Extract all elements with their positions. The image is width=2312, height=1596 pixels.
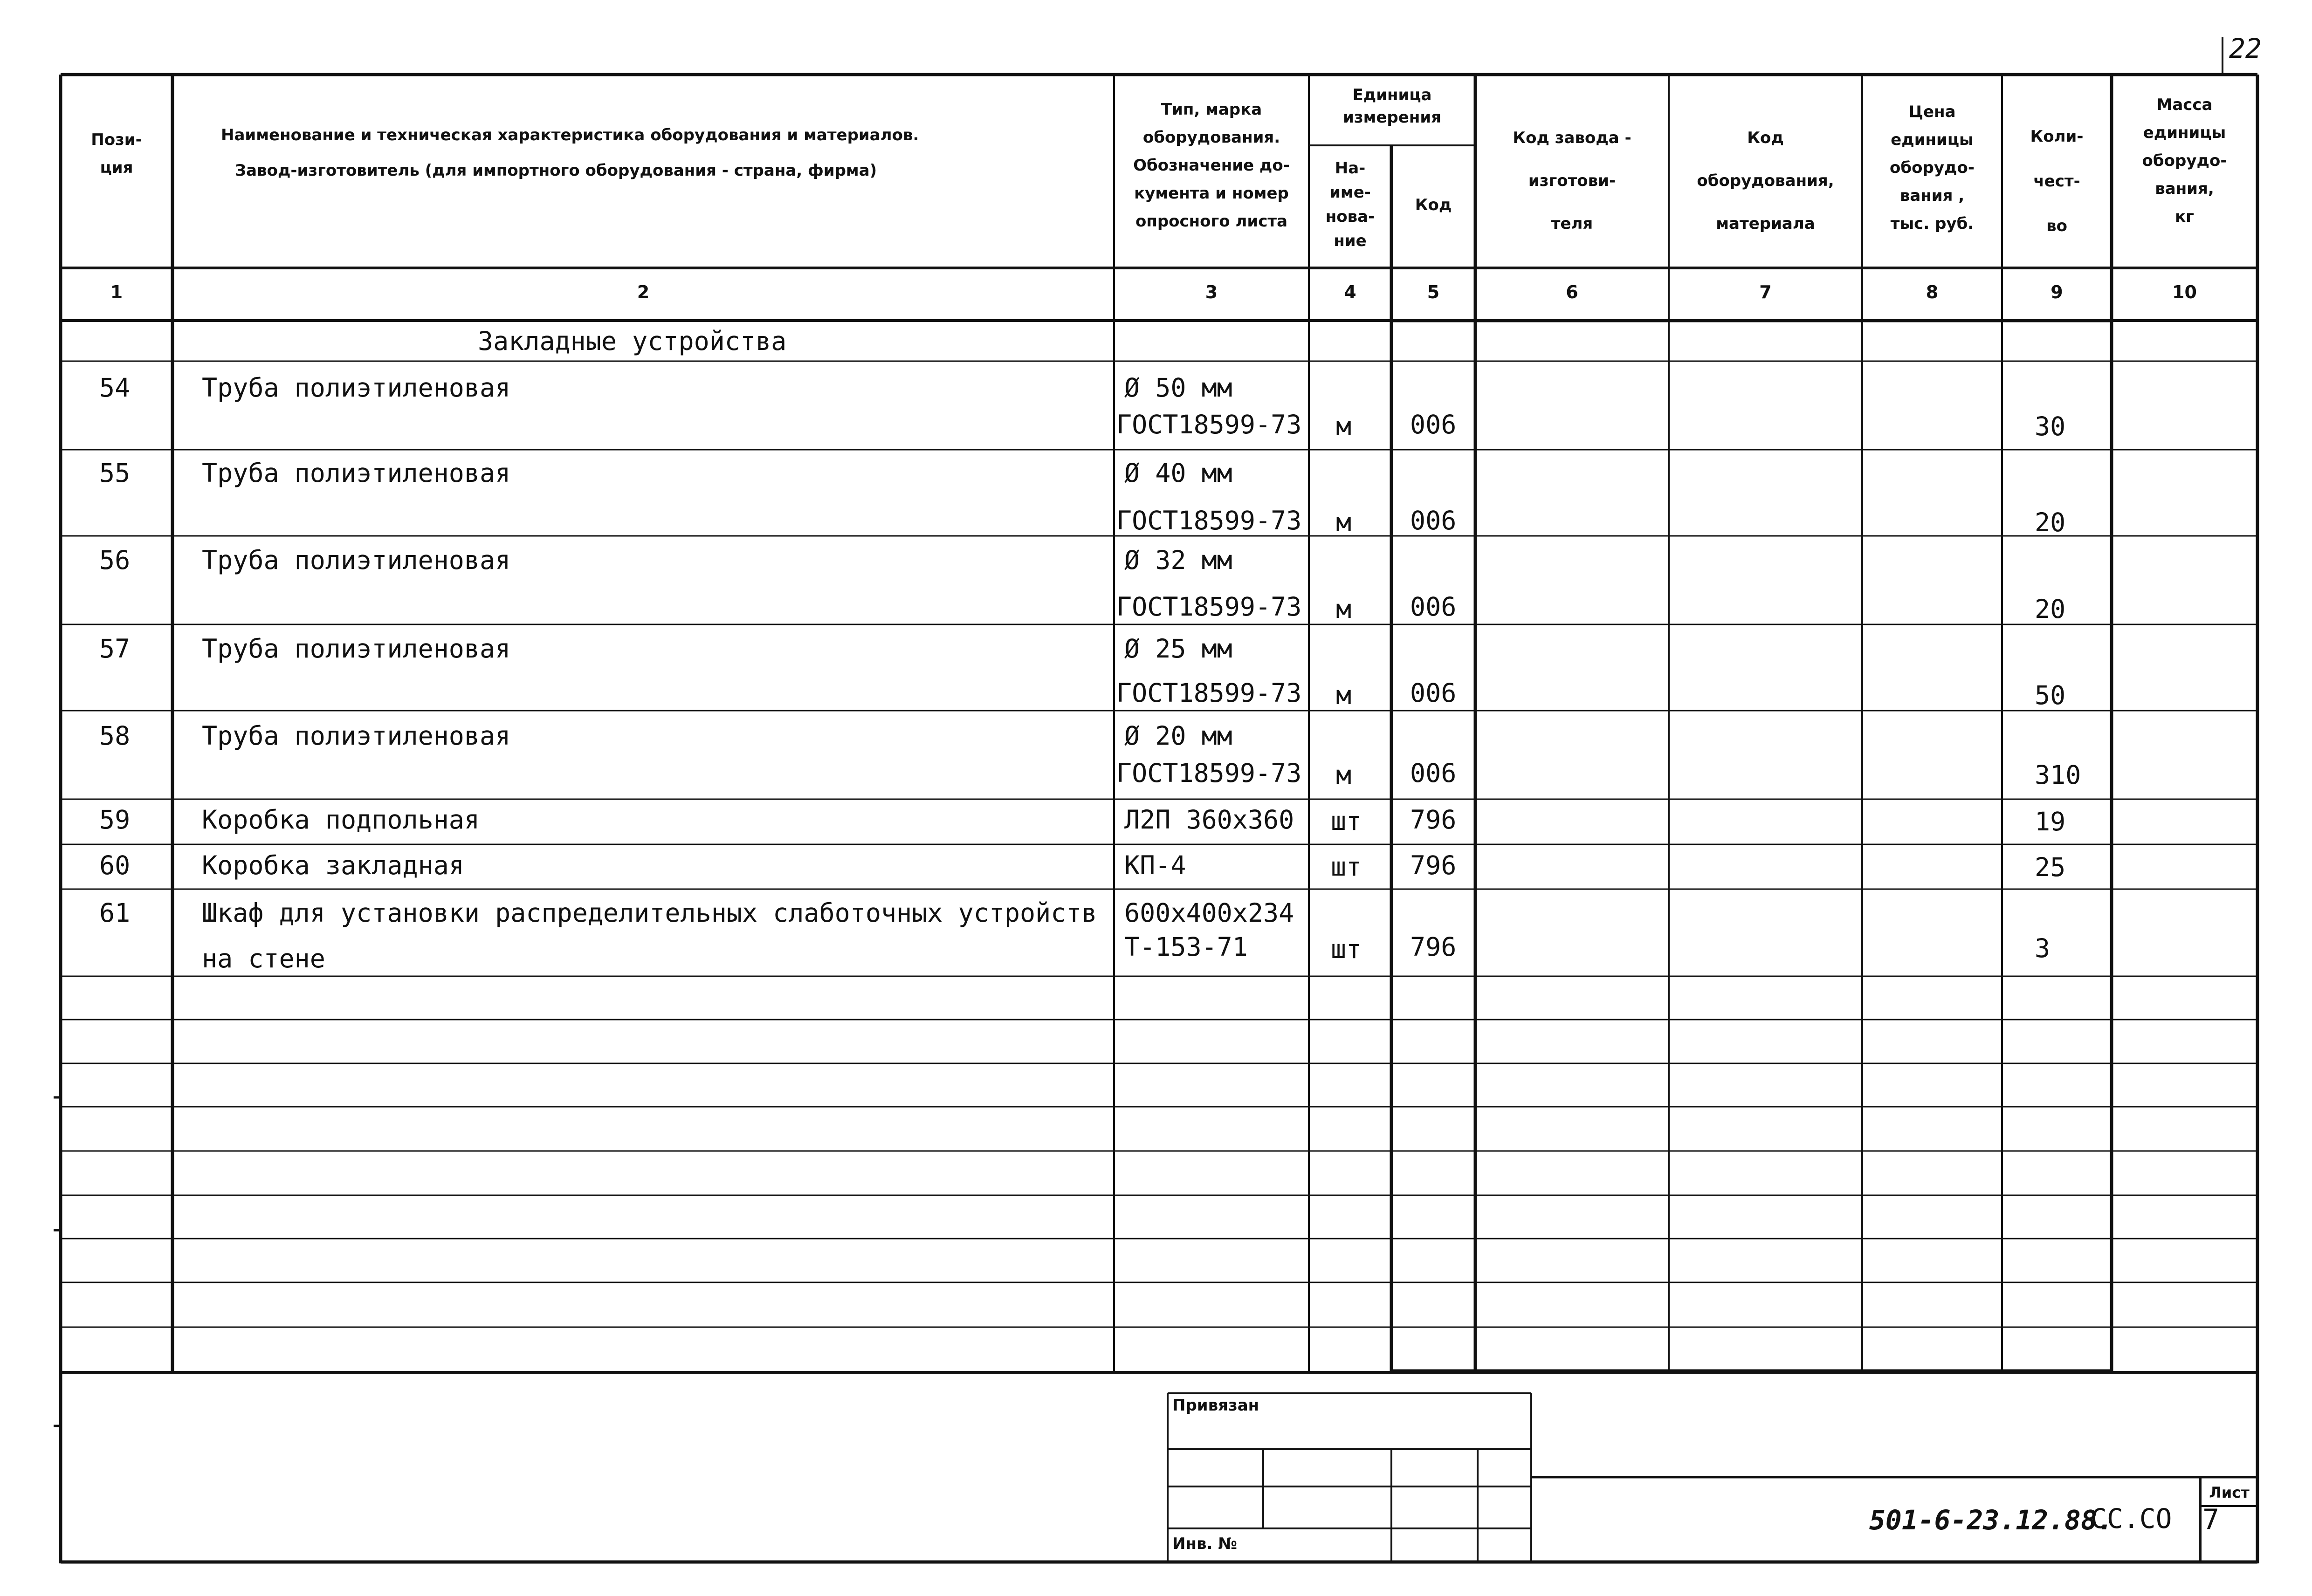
row-type: ГОСТ18599-73 [1116, 678, 1302, 708]
header-unit-price: Цена единицы оборудо- вания , тыс. руб. [1890, 103, 1975, 233]
row-position: 56 [99, 545, 131, 575]
row-code: 796 [1410, 932, 1457, 962]
header-unit-mass: Масса единицы оборудо- вания, кг [2142, 96, 2227, 226]
bound-label: Привязан [1172, 1396, 1259, 1415]
row-type: Ø 25 мм [1124, 634, 1232, 664]
row-name: Труба полиэтиленовая [202, 373, 511, 403]
row-quantity: 19 [2035, 807, 2066, 836]
row-unit: шт [1331, 806, 1362, 836]
row-unit: м [1336, 760, 1352, 790]
row-name: Труба полиэтиленовая [202, 458, 511, 488]
header-manufacturer-code: Код завода - изготови- теля [1513, 129, 1631, 233]
row-type: ГОСТ18599-73 [1116, 758, 1302, 788]
inventory-label: Инв. № [1172, 1534, 1238, 1553]
row-name: Труба полиэтиленовая [202, 634, 511, 664]
column-number: 6 [1566, 282, 1578, 302]
row-type: Ø 20 мм [1124, 721, 1232, 751]
row-unit: м [1336, 507, 1352, 537]
row-position: 55 [99, 458, 131, 488]
row-name: на стене [202, 944, 325, 973]
row-type: ГОСТ18599-73 [1116, 410, 1302, 439]
header-unit-group: Единица измерения [1343, 86, 1441, 127]
row-name: Труба полиэтиленовая [202, 545, 511, 575]
row-unit: шт [1331, 852, 1362, 882]
column-number: 10 [2172, 282, 2197, 302]
row-unit: шт [1331, 934, 1362, 964]
row-position: 61 [99, 898, 131, 928]
row-type: КП-4 [1124, 850, 1186, 880]
document-suffix: СС.СО [2091, 1503, 2172, 1534]
row-position: 57 [99, 634, 131, 664]
row-type: ГОСТ18599-73 [1116, 592, 1302, 622]
column-number: 3 [1205, 282, 1218, 302]
row-quantity: 25 [2035, 852, 2066, 882]
column-number: 1 [110, 282, 123, 302]
row-type: Ø 40 мм [1124, 458, 1232, 488]
header-position: Пози- ция [91, 130, 142, 177]
row-unit: м [1336, 594, 1352, 624]
sheet-number: 7 [2202, 1503, 2220, 1536]
sheet-label: Лист [2209, 1484, 2250, 1501]
document-code: 501-6-23.12.88. [1869, 1504, 2113, 1536]
row-unit: м [1336, 411, 1352, 441]
row-name: Коробка подпольная [202, 805, 480, 835]
column-number: 4 [1344, 282, 1356, 302]
row-quantity: 20 [2035, 507, 2066, 537]
row-type: Л2П 360х360 [1124, 805, 1294, 835]
row-type: Т-153-71 [1124, 932, 1248, 962]
row-type: 600х400х234 [1124, 898, 1294, 928]
row-quantity: 3 [2035, 933, 2051, 963]
row-unit: м [1336, 680, 1352, 710]
row-code: 006 [1410, 758, 1457, 788]
row-type: Ø 50 мм [1124, 373, 1232, 403]
row-code: 006 [1410, 410, 1457, 439]
row-name: Шкаф для установки распределительных слаботочных устройств [202, 898, 1097, 928]
row-quantity: 30 [2035, 411, 2066, 441]
column-number: 2 [637, 282, 650, 302]
row-name: Труба полиэтиленовая [202, 721, 511, 751]
row-type: ГОСТ18599-73 [1116, 506, 1302, 535]
row-position: 59 [99, 805, 131, 835]
row-type: Ø 32 мм [1124, 545, 1232, 575]
column-number: 5 [1427, 282, 1440, 302]
header-unit-name: На- име- нова- ние [1325, 159, 1375, 250]
row-code: 796 [1410, 805, 1457, 835]
column-number: 7 [1759, 282, 1772, 302]
row-code: 006 [1410, 678, 1457, 708]
header-quantity: Коли- чест- во [2030, 127, 2084, 235]
header-unit-code: Код [1415, 196, 1452, 214]
row-quantity: 50 [2035, 680, 2066, 710]
row-position: 58 [99, 721, 131, 751]
row-code: 796 [1410, 850, 1457, 880]
row-name: Коробка закладная [202, 850, 464, 880]
page-number: 22 [2229, 33, 2262, 64]
column-number: 9 [2051, 282, 2063, 302]
section-title: Закладные устройства [478, 326, 787, 356]
row-code: 006 [1410, 506, 1457, 535]
row-quantity: 20 [2035, 594, 2066, 624]
header-equipment-code: Код оборудования, материала [1697, 129, 1834, 233]
row-position: 60 [99, 850, 131, 880]
header-type: Тип, марка оборудования. Обозначение до- кумента и номер опросного листа [1133, 100, 1290, 231]
row-position: 54 [99, 373, 131, 403]
row-quantity: 310 [2035, 760, 2081, 790]
row-code: 006 [1410, 592, 1457, 622]
column-number: 8 [1926, 282, 1939, 302]
header-name: Наименование и техническая характеристика оборудования и материалов. Завод-изготовитель (для импортного оборудования - страна, фирма) [221, 126, 919, 180]
